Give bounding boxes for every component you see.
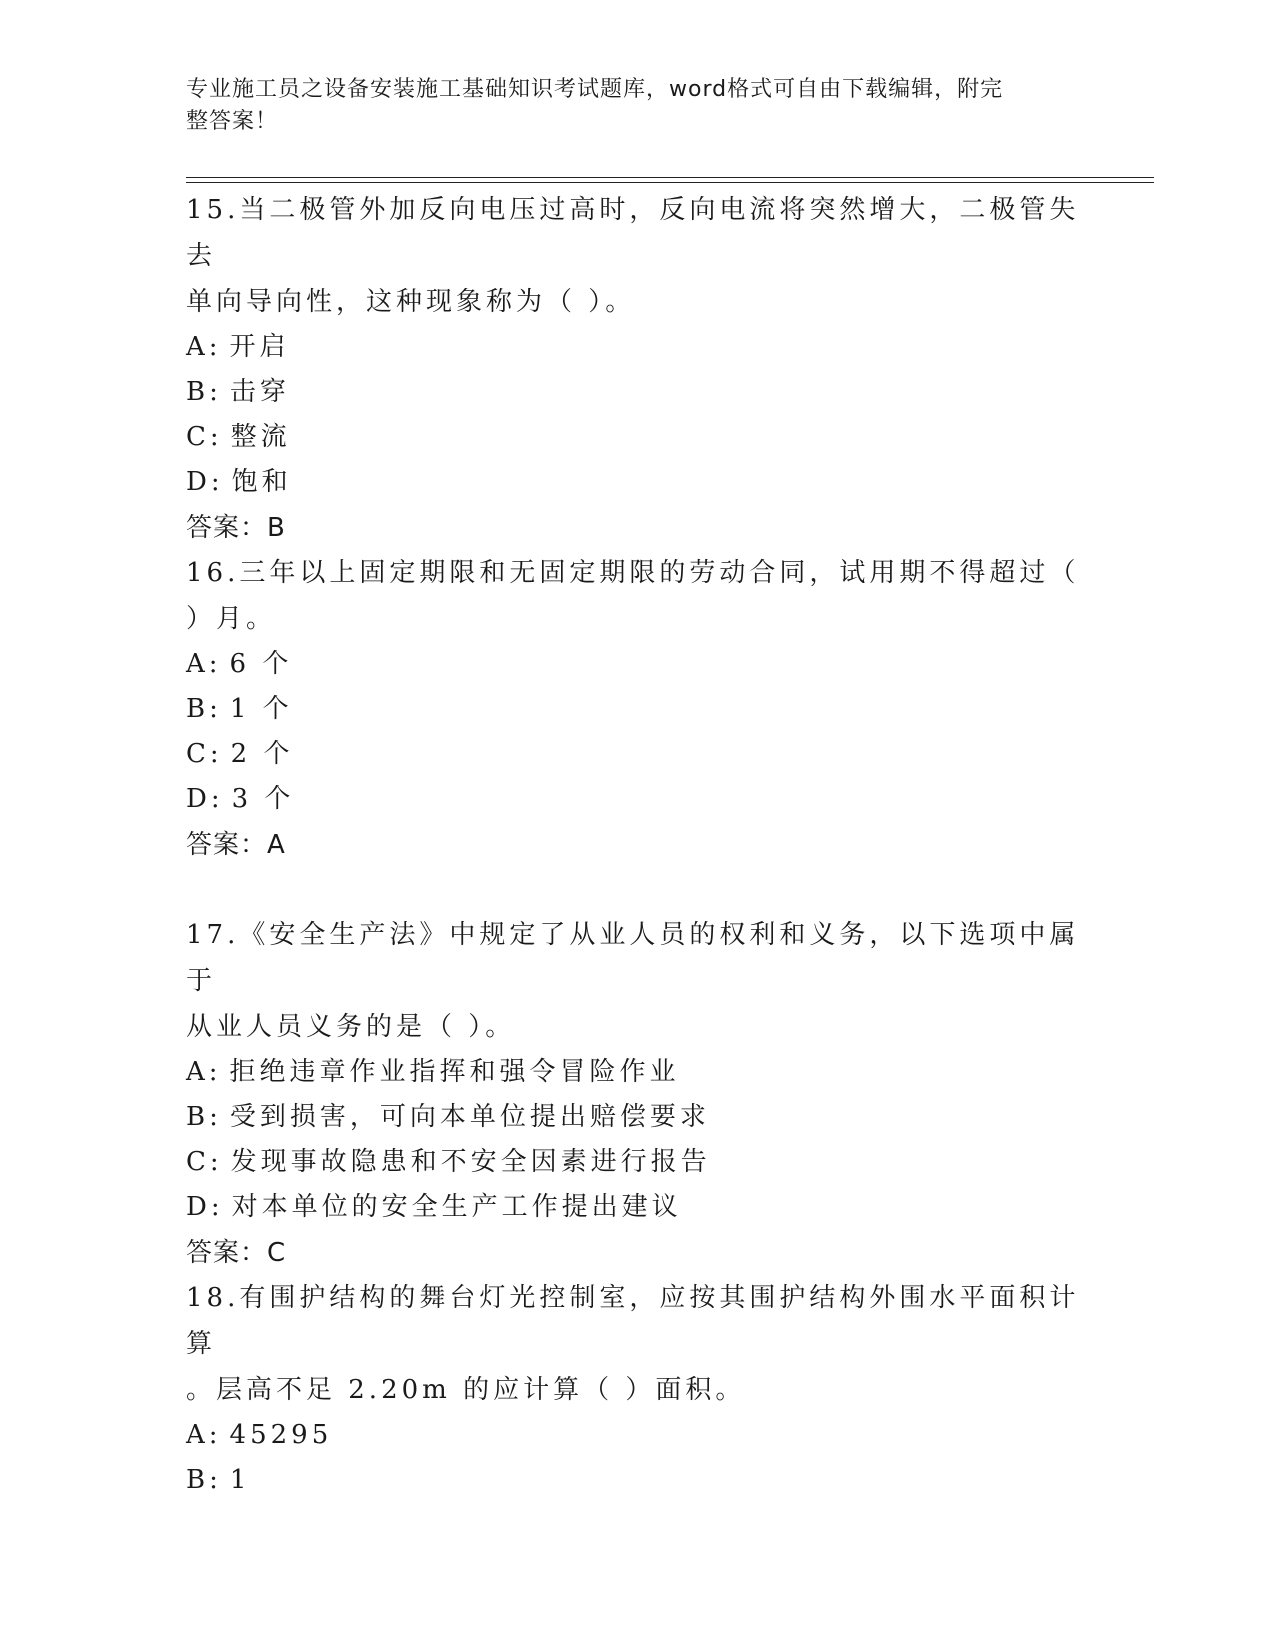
option-text: 击穿: [229, 377, 290, 407]
option-label: C:: [186, 1147, 223, 1177]
option-label: D:: [186, 1192, 224, 1222]
question-text: [186, 187, 1086, 325]
question-line-1: 15.当二极管外加反向电压过高时，反向电流将突然增大，二极管失去: [186, 195, 1080, 271]
question-15: [186, 187, 1086, 551]
option-a: [186, 325, 1086, 370]
option-text: 拒绝违章作业指挥和强令冒险作业: [229, 1057, 680, 1087]
header-divider-bottom: [186, 182, 1154, 183]
option-label: C:: [186, 739, 223, 769]
option-d: [186, 460, 1086, 505]
answer-line: 答案：B: [186, 513, 286, 543]
option-text: 1 个: [229, 694, 293, 724]
option-text: 开启: [229, 332, 290, 362]
option-c: [186, 1140, 1086, 1185]
option-a: [186, 1413, 1086, 1458]
option-label: D:: [186, 784, 224, 814]
option-label: B:: [186, 1465, 222, 1495]
option-label: A:: [186, 649, 222, 679]
option-text: 3 个: [231, 784, 295, 814]
option-text: 整流: [230, 422, 291, 452]
option-label: B:: [186, 1102, 222, 1132]
document-header: [186, 74, 1066, 138]
option-text: 1: [229, 1465, 251, 1495]
option-text: 饱和: [231, 467, 292, 497]
option-text: 发现事故隐患和不安全因素进行报告: [230, 1147, 711, 1177]
question-18: [186, 1275, 1086, 1503]
header-line-2: 整答案！: [186, 109, 279, 134]
option-a: [186, 642, 1086, 687]
question-17: [186, 912, 1086, 1276]
question-line-1: 16.三年以上固定期限和无固定期限的劳动合同，试用期不得超过（: [186, 558, 1080, 588]
option-label: C:: [186, 422, 223, 452]
question-line-1: 17.《安全生产法》中规定了从业人员的权利和义务，以下选项中属于: [186, 920, 1080, 996]
option-b: [186, 687, 1086, 732]
answer-line: 答案：C: [186, 1238, 287, 1268]
question-text: [186, 912, 1086, 1050]
option-label: A:: [186, 1420, 222, 1450]
option-text: 6 个: [229, 649, 293, 679]
answer-line: 答案：A: [186, 830, 286, 860]
option-d: [186, 777, 1086, 822]
option-label: A:: [186, 332, 222, 362]
option-c: [186, 415, 1086, 460]
option-c: [186, 732, 1086, 777]
option-d: [186, 1185, 1086, 1230]
option-a: [186, 1050, 1086, 1095]
header-divider-top: [186, 177, 1154, 178]
header-line-1: 专业施工员之设备安装施工基础知识考试题库，word格式可自由下载编辑，附完: [186, 77, 1004, 102]
question-line-2: 。层高不足 2.20m 的应计算（ ）面积。: [186, 1375, 746, 1405]
question-line-1: 18.有围护结构的舞台灯光控制室，应按其围护结构外围水平面积计算: [186, 1283, 1080, 1359]
option-text: 对本单位的安全生产工作提出建议: [231, 1192, 682, 1222]
option-label: B:: [186, 377, 222, 407]
option-b: [186, 1458, 1086, 1503]
option-b: [186, 370, 1086, 415]
option-b: [186, 1095, 1086, 1140]
question-text: [186, 1275, 1086, 1413]
question-line-2: 单向导向性，这种现象称为（ ）。: [186, 287, 636, 317]
option-text: 2 个: [230, 739, 294, 769]
question-line-2: ）月。: [186, 604, 277, 634]
question-text: [186, 550, 1086, 642]
question-16: [186, 550, 1086, 868]
question-line-2: 从业人员义务的是（ ）。: [186, 1012, 516, 1042]
option-text: 受到损害，可向本单位提出赔偿要求: [229, 1102, 710, 1132]
option-label: A:: [186, 1057, 222, 1087]
option-label: B:: [186, 694, 222, 724]
option-text: 45295: [229, 1420, 333, 1450]
option-label: D:: [186, 467, 224, 497]
